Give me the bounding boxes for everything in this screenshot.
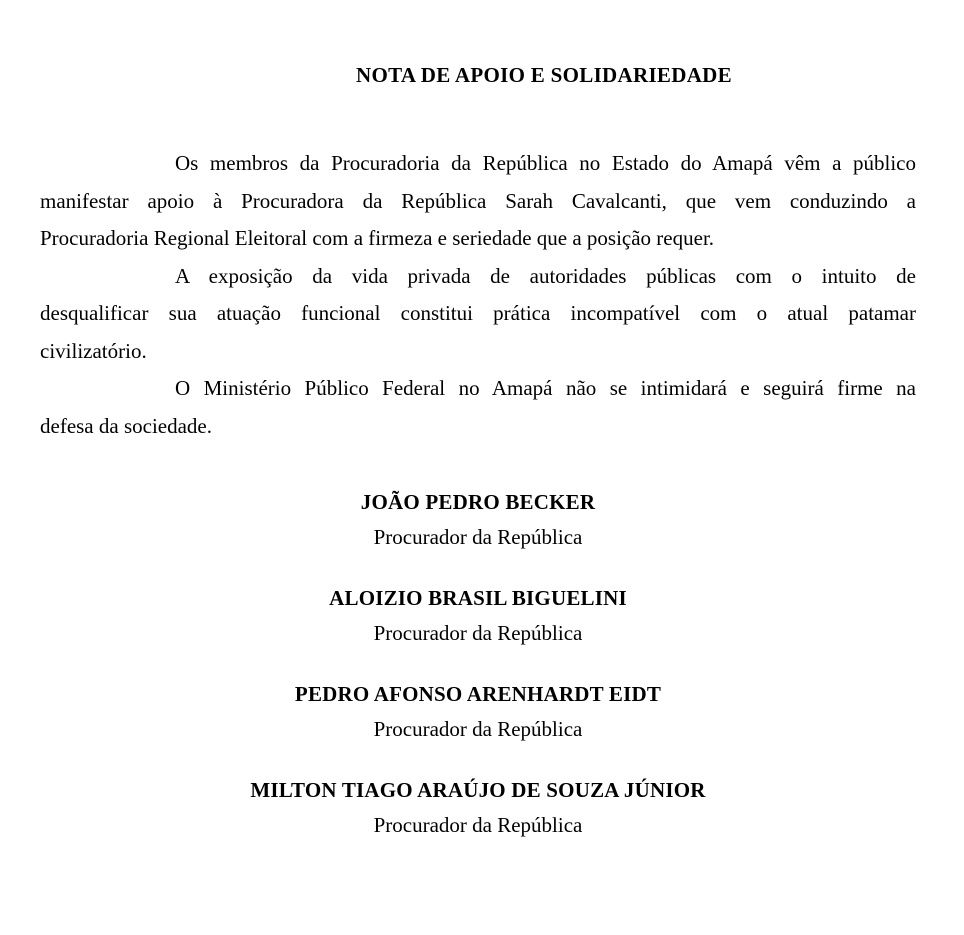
signatory-role: Procurador da República xyxy=(373,717,583,741)
signature-block xyxy=(40,581,916,651)
document-title: NOTA DE APOIO E SOLIDARIEDADE xyxy=(356,63,732,87)
signatory-name: JOÃO PEDRO BECKER xyxy=(360,490,596,514)
signature-block xyxy=(40,677,916,747)
signatory-role: Procurador da República xyxy=(373,525,583,549)
signatory-name: ALOIZIO BRASIL BIGUELINI xyxy=(329,586,627,610)
signature-block xyxy=(40,773,916,843)
paragraph xyxy=(40,258,916,371)
signatory-name: PEDRO AFONSO ARENHARDT EIDT xyxy=(294,682,662,706)
signatory-role: Procurador da República xyxy=(373,621,583,645)
paragraph xyxy=(40,145,916,258)
signatory-role: Procurador da República xyxy=(373,813,583,837)
paragraph-line: O Ministério Público Federal no Amapá não se intimidará e seguirá firme na xyxy=(175,376,916,400)
paragraph-line: Os membros da Procuradoria da República no Estado do Amapá vêm a público xyxy=(175,151,916,175)
paragraph-line: defesa da sociedade. xyxy=(40,413,212,438)
paragraph-line: A exposição da vida privada de autoridades públicas com o intuito de xyxy=(175,263,916,288)
signature-block xyxy=(40,485,916,555)
paragraph-line: Procuradoria Regional Eleitoral com a firmeza e seriedade que a posição requer. xyxy=(40,226,715,250)
document-body xyxy=(40,145,916,445)
paragraph-line: desqualificar sua atuação funcional constitui prática incompatível com o atual patamar xyxy=(40,301,916,325)
signatory-name: MILTON TIAGO ARAÚJO DE SOUZA JÚNIOR xyxy=(250,778,706,802)
paragraph xyxy=(40,370,916,445)
paragraph-line: manifestar apoio à Procuradora da República Sarah Cavalcanti, que vem conduzindo a xyxy=(40,188,916,213)
signature-section xyxy=(40,485,916,843)
paragraph-line: civilizatório. xyxy=(40,338,147,363)
